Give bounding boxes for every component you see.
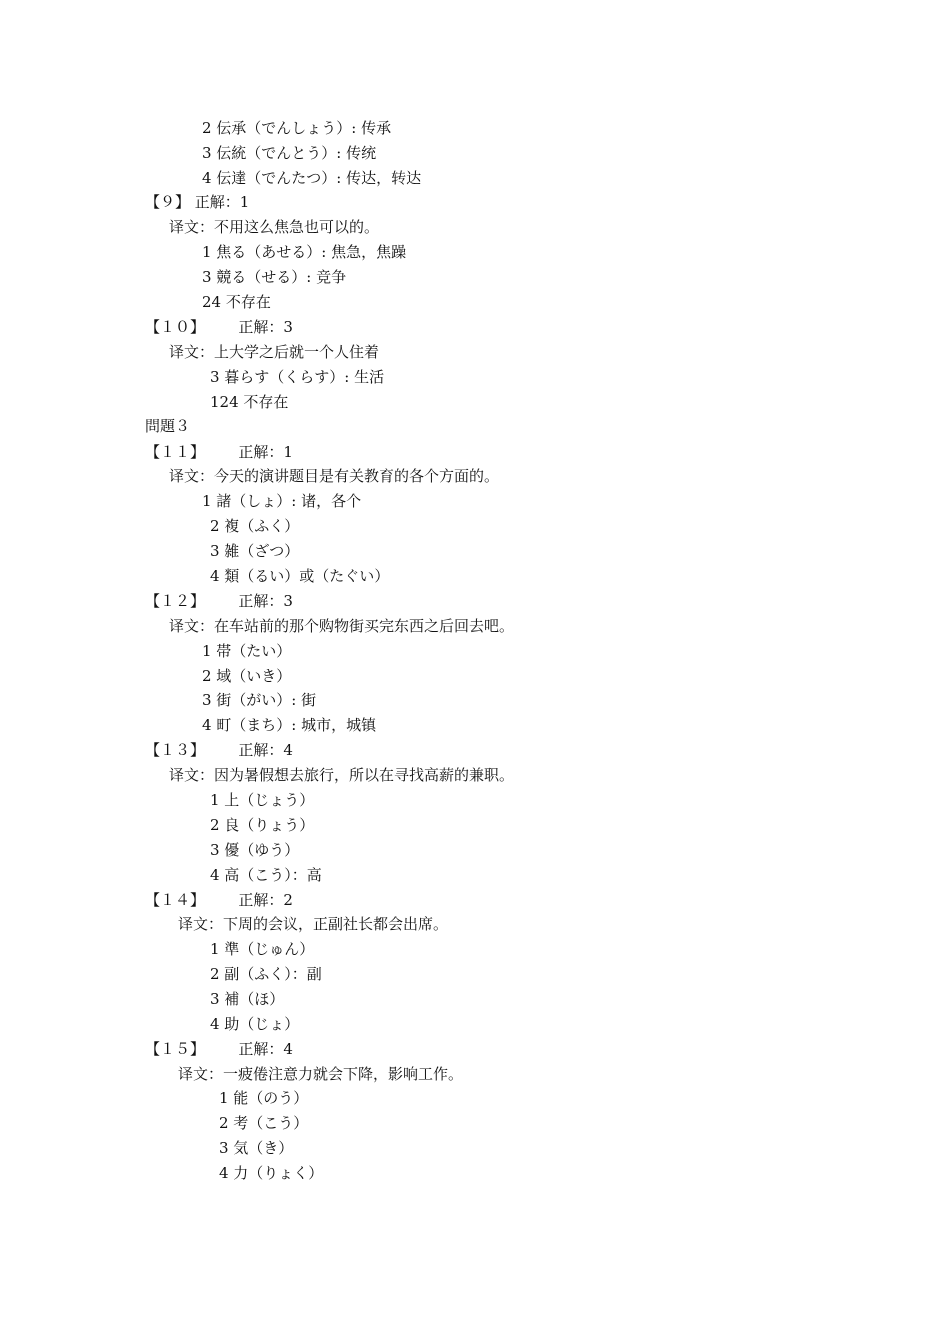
option-line: 124 不存在 xyxy=(210,393,289,411)
translation-line: 译文：上大学之后就一个人住着 xyxy=(169,343,380,361)
question-header-10: 【１０】 正解：3 xyxy=(145,318,293,336)
option-line: 2 伝承（でんしょう）: 传承 xyxy=(202,119,392,137)
option-line: 1 能（のう） xyxy=(219,1089,309,1107)
option-line: 4 町（まち）: 城市，城镇 xyxy=(202,716,377,734)
translation-line: 译文：今天的演讲题目是有关教育的各个方面的。 xyxy=(169,467,500,485)
option-line: 2 考（こう） xyxy=(219,1114,309,1132)
question-header-12: 【１２】 正解：3 xyxy=(145,592,293,610)
option-line: 4 伝達（でんたつ）: 传达，转达 xyxy=(202,169,422,187)
option-line: 3 補（ほ） xyxy=(210,990,285,1008)
translation-line: 译文：下周的会议，正副社长都会出席。 xyxy=(178,915,449,933)
question-header-13: 【１３】 正解：4 xyxy=(145,741,293,759)
option-line: 2 副（ふく）：副 xyxy=(210,965,322,983)
option-line: 1 諸（しょ）: 诸，各个 xyxy=(202,492,362,510)
option-line: 4 類（るい）或（たぐい） xyxy=(210,567,390,585)
question-header-14: 【１４】 正解：2 xyxy=(145,891,293,909)
option-line: 3 気（き） xyxy=(219,1139,294,1157)
section-heading: 問題３ xyxy=(145,417,191,435)
option-line: 4 助（じょ） xyxy=(210,1015,300,1033)
option-line: 3 暮らす（くらす）: 生活 xyxy=(210,368,385,386)
option-line: 24 不存在 xyxy=(202,293,271,311)
option-line: 1 帯（たい） xyxy=(202,642,292,660)
option-line: 3 伝統（でんとう）: 传统 xyxy=(202,144,377,162)
option-line: 1 焦る（あせる）: 焦急，焦躁 xyxy=(202,243,407,261)
translation-line: 译文：一疲倦注意力就会下降，影响工作。 xyxy=(178,1065,464,1083)
question-header-9: 【９】 正解：1 xyxy=(145,193,250,211)
option-line: 1 準（じゅん） xyxy=(210,940,315,958)
option-line: 2 複（ふく） xyxy=(210,517,300,535)
option-line: 3 競る（せる）: 竞争 xyxy=(202,268,347,286)
translation-line: 译文：因为暑假想去旅行，所以在寻找高薪的兼职。 xyxy=(169,766,515,784)
question-header-15: 【１５】 正解：4 xyxy=(145,1040,293,1058)
translation-line: 译文：在车站前的那个购物街买完东西之后回去吧。 xyxy=(169,617,515,635)
option-line: 3 雑（ざつ） xyxy=(210,542,300,560)
option-line: 4 力（りょく） xyxy=(219,1164,324,1182)
option-line: 2 良（りょう） xyxy=(210,816,315,834)
option-line: 2 域（いき） xyxy=(202,667,292,685)
option-line: 4 高（こう）：高 xyxy=(210,866,322,884)
question-header-11: 【１１】 正解：1 xyxy=(145,443,293,461)
option-line: 3 優（ゆう） xyxy=(210,841,300,859)
option-line: 1 上（じょう） xyxy=(210,791,315,809)
translation-line: 译文：不用这么焦急也可以的。 xyxy=(169,218,380,236)
option-line: 3 街（がい）: 街 xyxy=(202,691,317,709)
